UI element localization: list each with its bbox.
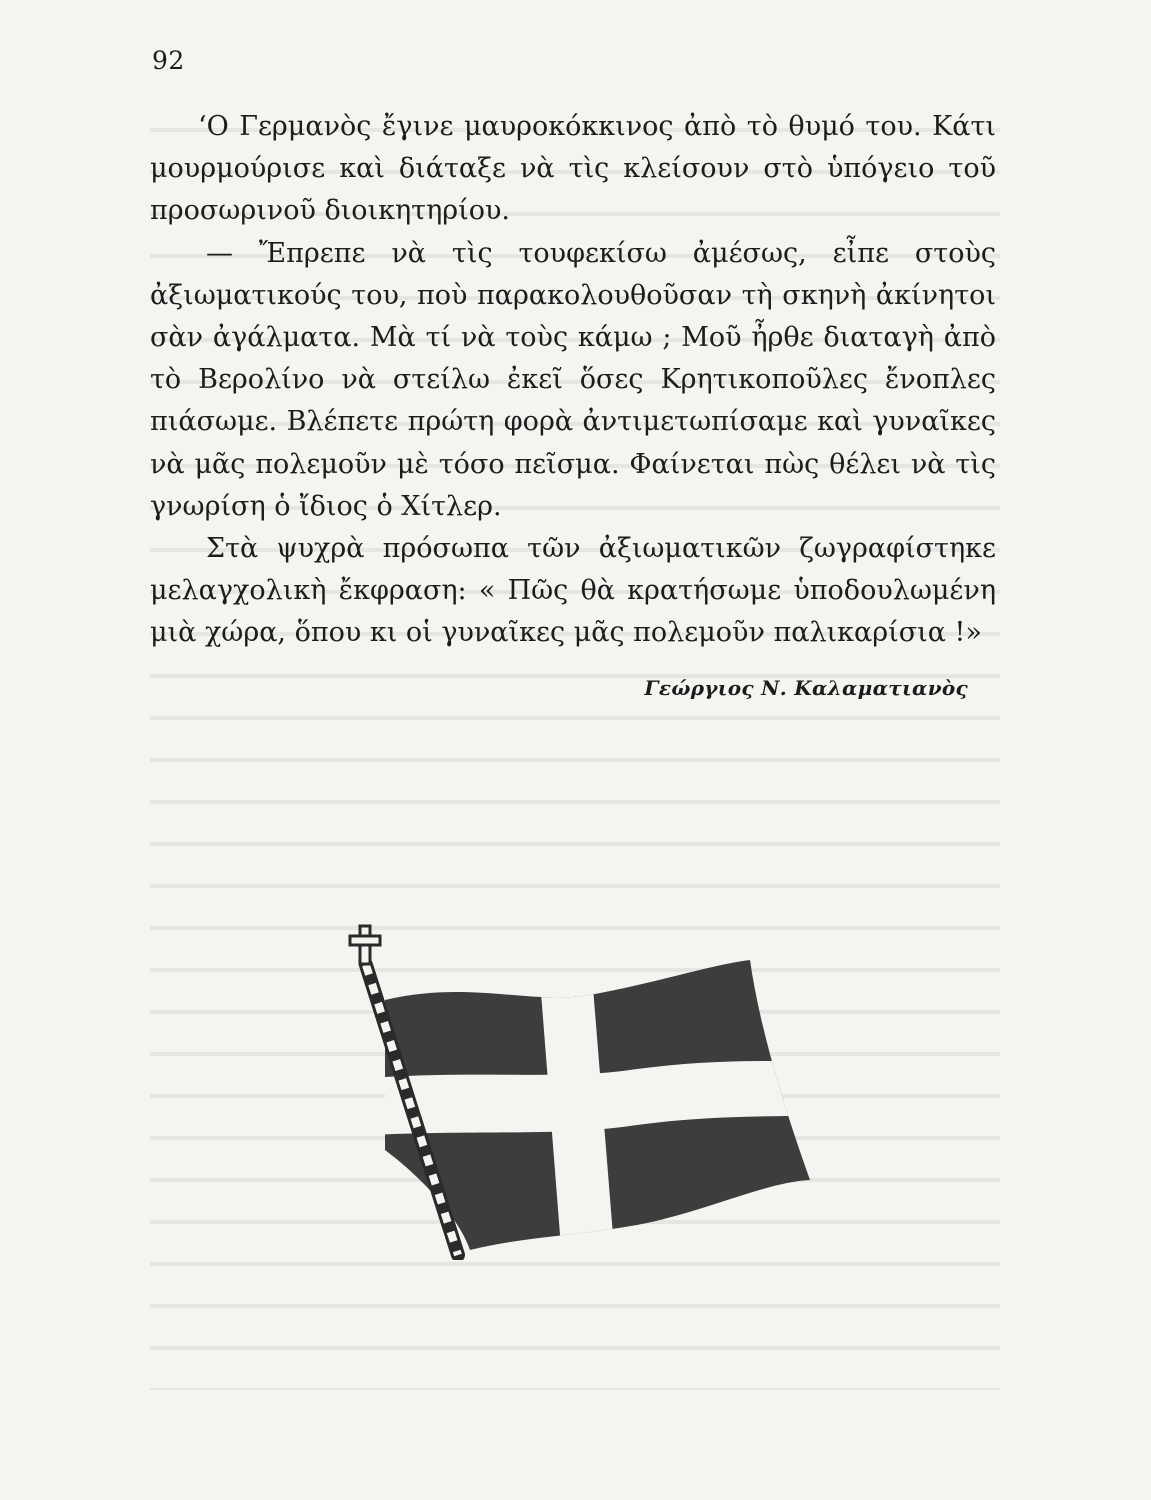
flag-illustration bbox=[330, 920, 850, 1260]
greek-flag-icon bbox=[330, 920, 850, 1260]
body-text bbox=[150, 106, 996, 655]
cross-finial-icon bbox=[350, 926, 380, 964]
author-signature: Γεώργιος Ν. Καλαματιανὸς bbox=[644, 676, 968, 700]
page-number: 92 bbox=[152, 46, 185, 75]
paragraph-3: Στὰ ψυχρὰ πρόσωπα τῶν ἀξιωματικῶν ζωγραφίστηκε μελαγχολικὴ ἔκφραση: « Πῶς θὰ κρατήσωμε ὑποδουλωμένη μιὰ χώρα, ὅπου κι οἱ γυναῖκες μᾶς πολεμοῦν παλικαρίσια !» bbox=[150, 533, 996, 649]
paragraph-1: ‘Ο Γερμανὸς ἔγινε μαυροκόκκινος ἀπὸ τὸ θυμό του. Κάτι μουρμούρισε καὶ διάταξε νὰ τὶς κλείσουν στὸ ὑπόγειο τοῦ προσωρινοῦ διοικητηρίου. bbox=[150, 111, 996, 227]
paragraph-2: — Ἔπρεπε νὰ τὶς τουφεκίσω ἀμέσως, εἶπε στοὺς ἀξιωματικούς του, ποὺ παρακολουθοῦσαν τὴ σκηνὴ ἀκίνητοι σὰν ἀγάλματα. Μὰ τί νὰ τοὺς κάμω ; Μοῦ ἦρθε διαταγὴ ἀπὸ τὸ Βερολίνο νὰ στείλω ἐκεῖ ὅσες Κρητικοποῦλες ἔνοπλες πιάσωμε. Βλέπετε πρώτη φορὰ ἀντιμετωπίσαμε καὶ γυναῖκες νὰ μᾶς πολεμοῦν μὲ τόσο πεῖσμα. Φαίνεται πὼς θέλει νὰ τὶς γνωρίση ὁ ἴδιος ὁ Χίτλερ. bbox=[150, 237, 996, 522]
